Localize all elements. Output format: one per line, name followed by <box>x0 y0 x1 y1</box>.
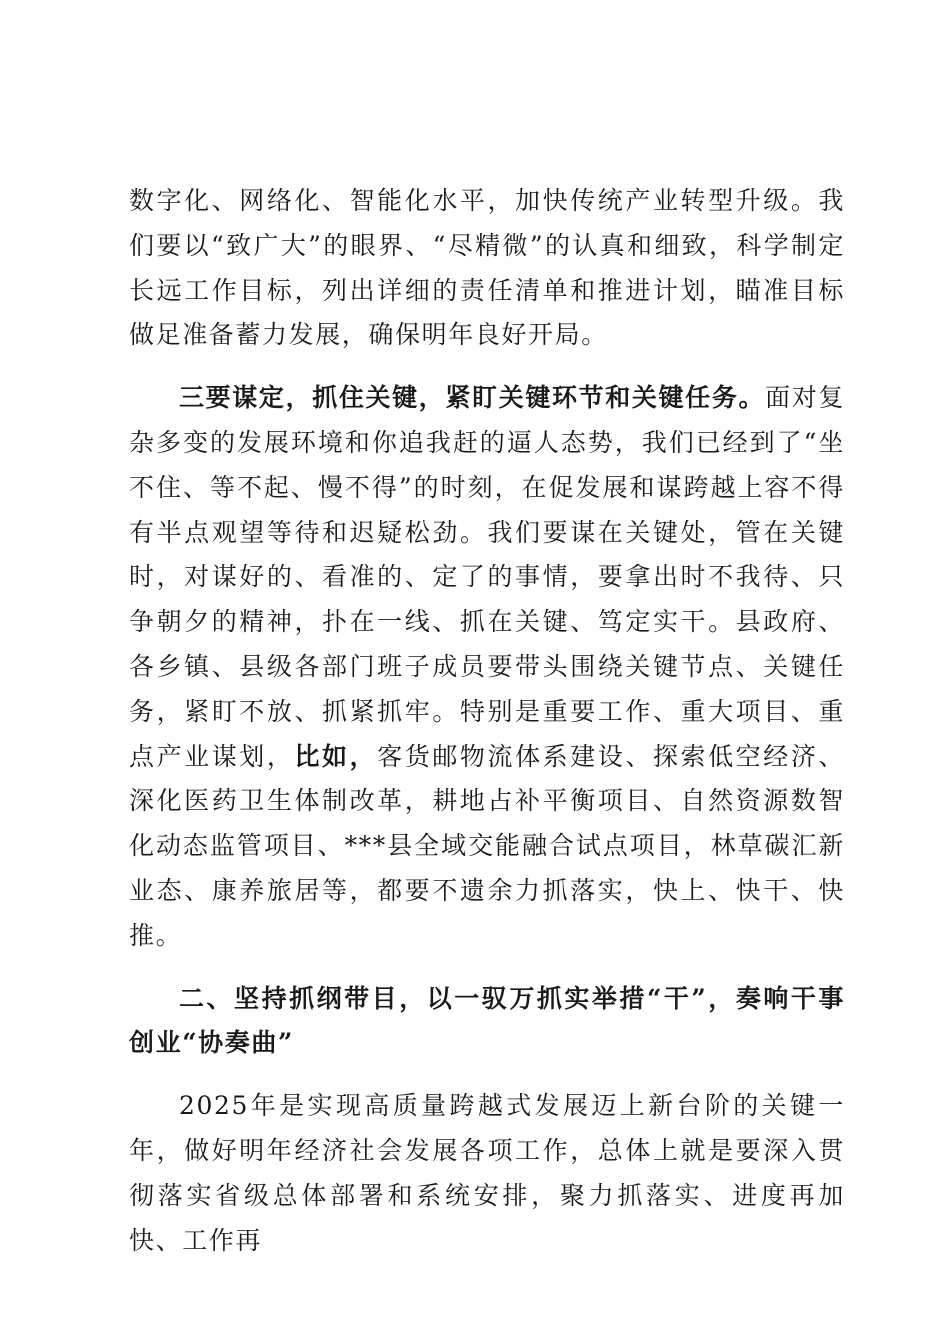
paragraph-key-tasks <box>129 376 845 958</box>
paragraph-text: 数字化、网络化、智能化水平，加快传统产业转型升级。我们要以“致广大”的眼界、“尽精微”的认真和细致，科学制定长远工作目标，列出详细的责任清单和推进计划，瞄准目标做足准备蓄力发展，确保明年良好开局。 <box>129 186 845 350</box>
example-marker: 比如， <box>294 741 378 771</box>
paragraph-2025 <box>129 1084 845 1263</box>
document-body <box>129 179 845 1263</box>
paragraph-text: 2025年是实现高质量跨越式发展迈上新台阶的关键一年，做好明年经济社会发展各项工作，总体上就是要深入贯彻落实省级总体部署和系统安排，聚力抓落实、进度再加快、工作再 <box>129 1091 845 1255</box>
paragraph-text: 面对复杂多变的发展环境和你追我赶的逼人态势，我们已经到了“坐不住、等不起、慢不得”的时刻，在促发展和谋跨越上容不得有半点观望等待和迟疑松劲。我们要谋在关键处，管在关键时，对谋好的、看准的、定了的事情，要拿出时不我待、只争朝夕的精神，扑在一线、抓在关键、笃定实干。县政府、各乡镇、县级各部门班子成员要带头围绕关键节点、关键任务，紧盯不放、抓紧抓牢。特别是重要工作、重大项目、重点产业谋划， <box>129 383 845 771</box>
paragraph-text-continued: 客货邮物流体系建设、探索低空经济、深化医药卫生体制改革，耕地占补平衡项目、自然资源数智化动态监管项目、***县全域交能融合试点项目，林草碳汇新业态、康养旅居等，都要不遗余力抓落实，快上、快干、快推。 <box>129 741 845 950</box>
section-heading <box>129 977 845 1067</box>
paragraph-lead-sentence: 三要谋定，抓住关键，紧盯关键环节和关键任务。 <box>179 383 766 413</box>
paragraph-continuation <box>129 179 845 358</box>
section-heading-text: 二、坚持抓纲带目，以一驭万抓实举措“干”，奏响干事创业“协奏曲” <box>129 983 845 1058</box>
